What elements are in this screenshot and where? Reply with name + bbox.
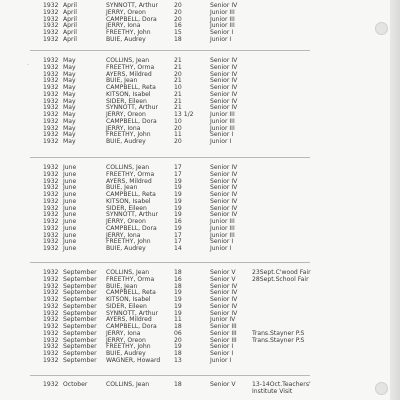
attendance-days-cell: 19 xyxy=(174,197,182,205)
attendance-days-cell: 11 xyxy=(174,316,182,324)
attendance-days-cell: 21 xyxy=(174,90,182,98)
year-cell: 1932 xyxy=(43,84,59,91)
month-cell: September xyxy=(63,316,97,324)
student-name-cell: AYERS, Mildred xyxy=(106,316,152,324)
attendance-days-cell: 19 xyxy=(174,204,182,212)
section-divider xyxy=(30,375,310,376)
month-cell: May xyxy=(63,131,76,139)
attendance-days-cell: 18 xyxy=(174,35,182,43)
attendance-days-cell: 21 xyxy=(174,104,182,112)
attendance-days-cell: 19 xyxy=(174,302,182,310)
grade-cell: Junior I xyxy=(210,35,232,43)
year-cell: 1932 xyxy=(43,296,59,303)
attendance-days-cell: 15 xyxy=(174,29,182,36)
year-cell: 1932 xyxy=(43,343,59,351)
student-name-cell: BUIE, Audrey xyxy=(106,35,146,43)
grade-cell: Senior IV xyxy=(210,84,238,91)
month-cell: June xyxy=(63,177,77,185)
year-cell: 1932 xyxy=(43,238,59,246)
attendance-days-cell: 19 xyxy=(174,309,182,317)
note-cell: 28Sept.School Fair xyxy=(252,275,309,283)
grade-cell: Junior I xyxy=(210,245,232,252)
grade-cell: Senior I xyxy=(210,343,234,351)
grade-cell: Senior IV xyxy=(210,90,238,98)
year-cell: 1932 xyxy=(43,275,59,283)
student-name-cell: FREETHY, Orma xyxy=(106,275,155,283)
month-cell: June xyxy=(63,211,77,219)
month-cell: May xyxy=(63,63,76,71)
student-name-cell: COLLINS, Jean xyxy=(106,57,150,64)
year-cell: 1932 xyxy=(43,170,59,178)
attendance-days-cell: 21 xyxy=(174,77,182,85)
year-cell: 1932 xyxy=(43,323,59,330)
grade-cell: Senior I xyxy=(210,131,234,139)
attendance-days-cell: 19 xyxy=(174,191,182,198)
year-cell: 1932 xyxy=(43,282,59,290)
student-name-cell: BUIE, Jean xyxy=(106,282,138,290)
attendance-days-cell: 17 xyxy=(174,238,182,246)
year-cell: 1932 xyxy=(43,35,59,43)
year-cell: 1932 xyxy=(43,302,59,310)
year-cell: 1932 xyxy=(43,57,59,64)
grade-cell: Junior III xyxy=(210,231,235,239)
attendance-days-cell: 10 xyxy=(174,84,182,91)
year-cell: 1932 xyxy=(43,63,59,71)
student-name-cell: KITSON, Isabel xyxy=(106,296,151,303)
attendance-days-cell: 18 xyxy=(174,381,182,388)
student-name-cell: SYNNOTT, Arthur xyxy=(106,104,159,112)
note-cell: 23Sept.C'wood Fair xyxy=(252,269,311,276)
student-name-cell: CAMPBELL, Reta xyxy=(106,191,156,198)
month-cell: May xyxy=(63,124,76,132)
grade-cell: Senior IV xyxy=(210,104,238,112)
month-cell: April xyxy=(63,29,77,36)
grade-cell: Senior IV xyxy=(210,70,238,78)
student-name-cell: FREETHY, John xyxy=(106,238,151,246)
student-name-cell: FREETHY, John xyxy=(106,29,151,36)
grade-cell: Junior III xyxy=(210,8,235,16)
student-name-cell: CAMPBELL, Dora xyxy=(106,117,157,125)
student-name-cell: BUIE, Audrey xyxy=(106,350,146,357)
section-divider xyxy=(30,157,310,158)
year-cell: 1932 xyxy=(43,15,59,23)
student-name-cell: SYNNOTT, Arthur xyxy=(106,2,159,9)
attendance-days-cell: 19 xyxy=(174,289,182,297)
month-cell: October xyxy=(63,381,88,388)
month-cell: June xyxy=(63,184,77,192)
note-cell: 13-14Oct.Teachers' xyxy=(252,381,311,388)
student-name-cell: CAMPBELL, Reta xyxy=(106,289,156,297)
year-cell: 1932 xyxy=(43,356,59,364)
student-name-cell: JERRY, Oreon xyxy=(106,111,146,118)
grade-cell: Senior IV xyxy=(210,197,238,205)
student-name-cell: JERRY, Oreon xyxy=(106,218,146,225)
grade-cell: Senior IV xyxy=(210,164,238,171)
month-cell: September xyxy=(63,269,97,276)
grade-cell: Junior III xyxy=(210,218,235,225)
note-cell: Institute Visit xyxy=(252,387,293,395)
year-cell: 1932 xyxy=(43,22,59,30)
student-name-cell: JERRY, Iona xyxy=(106,231,141,239)
student-name-cell: JERRY, Iona xyxy=(106,329,141,337)
student-name-cell: WAGNER, Howard xyxy=(106,356,161,364)
attendance-days-cell: 21 xyxy=(174,63,182,71)
student-name-cell: SYNNOTT, Arthur xyxy=(106,309,159,317)
student-name-cell: CAMPBELL, Dora xyxy=(106,323,157,330)
month-cell: May xyxy=(63,70,76,78)
attendance-days-cell: 19 xyxy=(174,343,182,351)
month-cell: June xyxy=(63,238,77,246)
month-cell: May xyxy=(63,104,76,112)
student-name-cell: SIDER, Eileen xyxy=(106,302,147,310)
month-cell: April xyxy=(63,15,77,23)
grade-cell: Senior V xyxy=(210,381,236,388)
grade-cell: Senior IV xyxy=(210,309,238,317)
grade-cell: Senior IV xyxy=(210,211,238,219)
year-cell: 1932 xyxy=(43,224,59,232)
table-row xyxy=(0,36,400,43)
grade-cell: Senior IV xyxy=(210,204,238,212)
month-cell: September xyxy=(63,336,97,344)
student-name-cell: KITSON, Isabel xyxy=(106,197,151,205)
grade-cell: Senior IV xyxy=(210,2,238,9)
month-cell: September xyxy=(63,343,97,351)
attendance-days-cell: 17 xyxy=(174,164,182,171)
grade-cell: Senior IV xyxy=(210,191,238,198)
year-cell: 1932 xyxy=(43,97,59,105)
section-divider xyxy=(30,50,310,51)
grade-cell: Senior III xyxy=(210,329,237,337)
year-cell: 1932 xyxy=(43,177,59,185)
attendance-days-cell: 16 xyxy=(174,22,182,30)
grade-cell: Junior I xyxy=(210,356,232,364)
attendance-days-cell: 16 xyxy=(174,275,182,283)
month-cell: September xyxy=(63,329,97,337)
month-cell: June xyxy=(63,204,77,212)
attendance-days-cell: 18 xyxy=(174,323,182,330)
table-row xyxy=(0,357,400,364)
student-name-cell: COLLINS, Jean xyxy=(106,164,150,171)
student-name-cell: BUIE, Audrey xyxy=(106,138,146,145)
student-name-cell: CAMPBELL, Dora xyxy=(106,224,157,232)
grade-cell: Junior III xyxy=(210,111,235,118)
month-cell: June xyxy=(63,170,77,178)
month-cell: May xyxy=(63,84,76,91)
grade-cell: Senior V xyxy=(210,275,236,283)
month-cell: April xyxy=(63,2,77,9)
year-cell: 1932 xyxy=(43,350,59,357)
year-cell: 1932 xyxy=(43,8,59,16)
student-name-cell: SYNNOTT, Arthur xyxy=(106,211,159,219)
month-cell: September xyxy=(63,296,97,303)
grade-cell: Senior IV xyxy=(210,289,238,297)
month-cell: September xyxy=(63,323,97,330)
attendance-days-cell: 13 xyxy=(174,356,182,364)
year-cell: 1932 xyxy=(43,197,59,205)
margin-mark: · xyxy=(27,62,29,69)
grade-cell: Senior IV xyxy=(210,77,238,85)
month-cell: April xyxy=(63,22,77,30)
student-name-cell: AYERS, Mildred xyxy=(106,177,152,185)
grade-cell: Senior III xyxy=(210,336,237,344)
attendance-days-cell: 06 xyxy=(174,329,182,337)
student-name-cell: FREETHY, Orma xyxy=(106,63,155,71)
month-cell: May xyxy=(63,117,76,125)
year-cell: 1932 xyxy=(43,269,59,276)
year-cell: 1932 xyxy=(43,184,59,192)
grade-cell: Senior I xyxy=(210,350,234,357)
month-cell: June xyxy=(63,218,77,225)
year-cell: 1932 xyxy=(43,218,59,225)
attendance-days-cell: 20 xyxy=(174,15,182,23)
month-cell: September xyxy=(63,350,97,357)
year-cell: 1932 xyxy=(43,2,59,9)
attendance-days-cell: 21 xyxy=(174,97,182,105)
student-name-cell: SIDER, Eileen xyxy=(106,97,147,105)
grade-cell: Senior V xyxy=(210,269,236,276)
attendance-days-cell: 21 xyxy=(174,57,182,64)
student-name-cell: JERRY, Oreon xyxy=(106,8,146,16)
year-cell: 1932 xyxy=(43,329,59,337)
attendance-days-cell: 19 xyxy=(174,211,182,219)
grade-cell: Junior III xyxy=(210,15,235,23)
month-cell: June xyxy=(63,164,77,171)
year-cell: 1932 xyxy=(43,124,59,132)
year-cell: 1932 xyxy=(43,104,59,112)
student-name-cell: BUIE, Audrey xyxy=(106,245,146,252)
month-cell: June xyxy=(63,224,77,232)
year-cell: 1932 xyxy=(43,309,59,317)
attendance-days-cell: 20 xyxy=(174,138,182,145)
month-cell: September xyxy=(63,356,97,364)
attendance-days-cell: 11 xyxy=(174,131,182,139)
grade-cell: Senior I xyxy=(210,29,234,36)
year-cell: 1932 xyxy=(43,90,59,98)
month-cell: May xyxy=(63,77,76,85)
attendance-days-cell: 16 xyxy=(174,218,182,225)
student-name-cell: KITSON, Isabel xyxy=(106,90,151,98)
year-cell: 1932 xyxy=(43,316,59,324)
attendance-days-cell: 19 xyxy=(174,296,182,303)
month-cell: June xyxy=(63,197,77,205)
month-cell: September xyxy=(63,275,97,283)
grade-cell: Senior I xyxy=(210,238,234,246)
attendance-days-cell: 20 xyxy=(174,336,182,344)
month-cell: May xyxy=(63,138,76,145)
note-cell: Trans.Stayner P.S xyxy=(252,336,305,344)
grade-cell: Senior IV xyxy=(210,97,238,105)
attendance-days-cell: 17 xyxy=(174,170,182,178)
grade-cell: Senior IV xyxy=(210,63,238,71)
year-cell: 1932 xyxy=(43,70,59,78)
attendance-days-cell: 17 xyxy=(174,231,182,239)
attendance-days-cell: 18 xyxy=(174,350,182,357)
student-name-cell: AYERS, Mildred xyxy=(106,70,152,78)
month-cell: June xyxy=(63,245,77,252)
month-cell: June xyxy=(63,231,77,239)
grade-cell: Junior IV xyxy=(210,316,236,324)
grade-cell: Junior III xyxy=(210,117,235,125)
attendance-days-cell: 20 xyxy=(174,8,182,16)
grade-cell: Junior III xyxy=(210,124,235,132)
month-cell: June xyxy=(63,191,77,198)
month-cell: May xyxy=(63,57,76,64)
student-name-cell: COLLINS, Jean xyxy=(106,269,150,276)
grade-cell: Senior IV xyxy=(210,184,238,192)
year-cell: 1932 xyxy=(43,29,59,36)
student-name-cell: CAMPBELL, Reta xyxy=(106,84,156,91)
year-cell: 1932 xyxy=(43,289,59,297)
attendance-days-cell: 10 xyxy=(174,117,182,125)
month-cell: May xyxy=(63,97,76,105)
year-cell: 1932 xyxy=(43,117,59,125)
month-cell: September xyxy=(63,302,97,310)
section-divider xyxy=(30,262,310,263)
year-cell: 1932 xyxy=(43,336,59,344)
student-name-cell: JERRY, Oreon xyxy=(106,336,146,344)
grade-cell: Senior IV xyxy=(210,282,238,290)
grade-cell: Senior IV xyxy=(210,296,238,303)
year-cell: 1932 xyxy=(43,77,59,85)
attendance-days-cell: 20 xyxy=(174,124,182,132)
student-name-cell: BUIE, Jean xyxy=(106,77,138,85)
attendance-days-cell: 19 xyxy=(174,184,182,192)
student-name-cell: SIDER, Eileen xyxy=(106,204,147,212)
grade-cell: Junior I xyxy=(210,138,232,145)
month-cell: May xyxy=(63,90,76,98)
attendance-days-cell: 13 1/2 xyxy=(174,111,194,118)
month-cell: May xyxy=(63,111,76,118)
grade-cell: Junior III xyxy=(210,224,235,232)
year-cell: 1932 xyxy=(43,138,59,145)
grade-cell: Senior IV xyxy=(210,177,238,185)
attendance-days-cell: 19 xyxy=(174,224,182,232)
year-cell: 1932 xyxy=(43,111,59,118)
year-cell: 1932 xyxy=(43,164,59,171)
month-cell: September xyxy=(63,309,97,317)
student-name-cell: FREETHY, John xyxy=(106,131,151,139)
student-name-cell: FREETHY, Orma xyxy=(106,170,155,178)
year-cell: 1932 xyxy=(43,131,59,139)
attendance-days-cell: 18 xyxy=(174,282,182,290)
student-name-cell: JERRY, Iona xyxy=(106,124,141,132)
grade-cell: Senior IV xyxy=(210,57,238,64)
month-cell: September xyxy=(63,282,97,290)
student-name-cell: CAMPBELL, Dora xyxy=(106,15,157,23)
table-row xyxy=(0,388,400,395)
year-cell: 1932 xyxy=(43,204,59,212)
month-cell: September xyxy=(63,289,97,297)
month-cell: April xyxy=(63,8,77,16)
student-name-cell: COLLINS, Jean xyxy=(106,381,150,388)
attendance-days-cell: 19 xyxy=(174,177,182,185)
grade-cell: Junior III xyxy=(210,22,235,30)
attendance-days-cell: 14 xyxy=(174,245,182,252)
grade-cell: Senior III xyxy=(210,323,237,330)
note-cell: Trans.Stayner P.S xyxy=(252,329,305,337)
year-cell: 1932 xyxy=(43,245,59,252)
attendance-days-cell: 20 xyxy=(174,2,182,9)
month-cell: April xyxy=(63,35,77,43)
year-cell: 1932 xyxy=(43,231,59,239)
attendance-days-cell: 20 xyxy=(174,70,182,78)
attendance-days-cell: 18 xyxy=(174,269,182,276)
year-cell: 1932 xyxy=(43,211,59,219)
student-name-cell: JERRY, Iona xyxy=(106,22,141,30)
student-name-cell: BUIE, Jean xyxy=(106,184,138,192)
table-row xyxy=(0,138,400,145)
student-name-cell: FREETHY, John xyxy=(106,343,151,351)
year-cell: 1932 xyxy=(43,191,59,198)
table-row xyxy=(0,245,400,252)
year-cell: 1932 xyxy=(43,381,59,388)
grade-cell: Senior IV xyxy=(210,170,238,178)
grade-cell: Senior IV xyxy=(210,302,238,310)
